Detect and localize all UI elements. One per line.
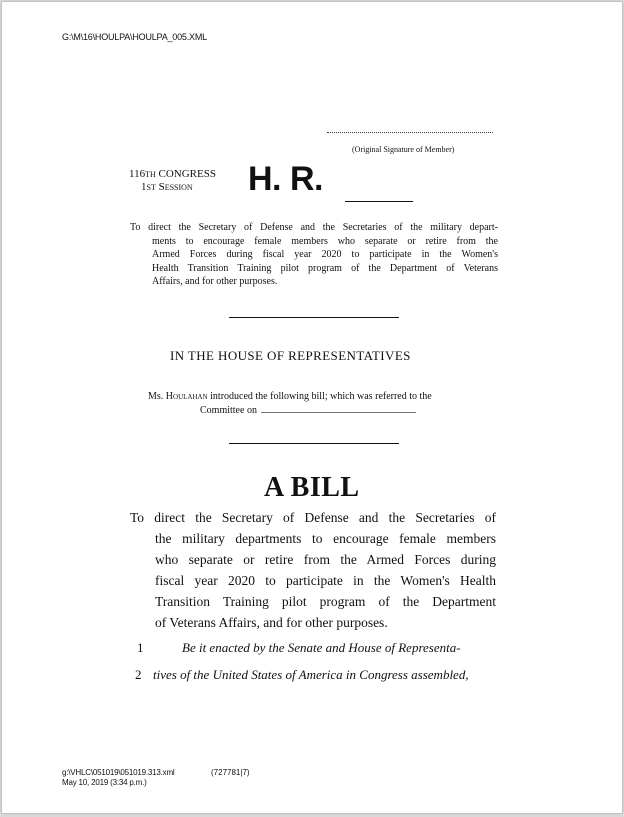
summary-line: ments to encourage female members who separate or retire from the: [152, 235, 498, 247]
introduction-line: [148, 390, 432, 404]
summary-line: To direct the Secretary of Defense and the Secretaries of the military depart-: [130, 222, 498, 233]
signature-label: (Original Signature of Member): [352, 145, 455, 154]
committee-blank: [261, 404, 416, 413]
title-line: the military departments to encourage female members: [155, 531, 496, 546]
summary-line: Health Transition Training pilot program of the Department of Veterans: [152, 262, 498, 274]
footer-xml-path: g:\VHLC\051019\051019.313.xml: [62, 768, 175, 777]
congress-number: 116th CONGRESS: [129, 168, 216, 180]
title-line: Transition Training pilot program of the Department: [155, 594, 496, 609]
footer-info: [62, 768, 175, 788]
long-title: [130, 507, 496, 633]
document-page: [2, 2, 622, 813]
bill-heading: A BILL: [264, 472, 360, 503]
short-title-summary: [130, 221, 498, 289]
footer-date: May 10, 2019 (3:34 p.m.): [62, 778, 147, 787]
header-file-path: G:\M\16\HOULPA\HOULPA_005.XML: [62, 32, 207, 42]
enacting-clause-line: Be it enacted by the Senate and House of Representa-: [182, 640, 461, 655]
enacting-clause-line: tives of the United States of America in Congress assembled,: [153, 667, 469, 682]
chamber-heading: IN THE HOUSE OF REPRESENTATIVES: [170, 348, 411, 363]
title-line: who separate or retire from the Armed Forces during: [155, 552, 496, 567]
title-line: To direct the Secretary of Defense and the Secretaries of: [130, 510, 496, 525]
divider-rule: [229, 317, 399, 318]
bill-number-prefix: H. R.: [248, 160, 323, 198]
title-line: of Veterans Affairs, and for other purposes.: [155, 615, 388, 630]
summary-line: Affairs, and for other purposes.: [152, 276, 278, 287]
committee-label: Committee on: [200, 405, 257, 416]
line-number: 2: [135, 667, 142, 682]
sponsor-title: Ms.: [148, 391, 164, 402]
session-label: 1st Session: [141, 181, 193, 193]
bill-number-blank: [345, 201, 413, 202]
introduction-statement: [148, 390, 432, 418]
title-line: fiscal year 2020 to participate in the Women's Health: [155, 573, 496, 588]
line-number: 1: [137, 640, 144, 655]
signature-line: [327, 132, 493, 133]
summary-line: Armed Forces during fiscal year 2020 to participate in the Women's: [152, 249, 498, 260]
sponsor-name: Houlahan: [165, 391, 208, 402]
committee-line: [148, 404, 432, 418]
introduction-text: introduced the following bill; which was referred to the: [210, 391, 432, 402]
footer-doc-id: (727781|7): [211, 768, 250, 777]
divider-rule: [229, 443, 399, 444]
congress-session-block: [129, 168, 216, 194]
